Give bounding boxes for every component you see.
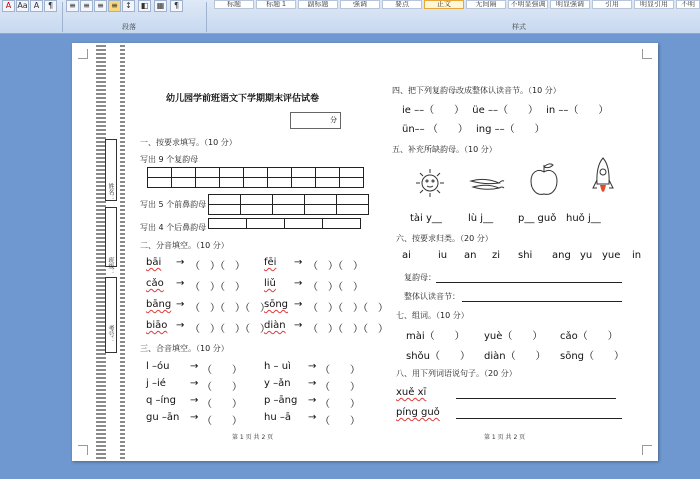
back-nasal-label: 写出 4 个后鼻韵母 [140,223,207,232]
arrow-icon: → [308,412,317,423]
section-6-heading: 六、按要求归类。（20 分） [396,234,493,243]
arrow-icon: → [294,257,303,268]
answer-blank[interactable]: （ ） [320,399,360,410]
arrow-icon: → [308,361,317,372]
arrow-icon: → [190,412,199,423]
exam-no-label: 考号： [107,325,114,343]
rocket-icon [592,156,614,202]
page-title: 幼儿园学前班语文下学期期末评估试卷 [166,94,320,104]
justify-button[interactable]: ≡ [108,0,121,12]
crop-mark [642,445,652,455]
style-intense-quote[interactable]: 明显引用 [634,0,674,9]
combine-parts: j –ié [146,378,166,389]
word-group-item[interactable]: sōng（ ） [560,351,625,362]
show-marks-button[interactable]: ¶ [170,0,183,12]
style-subtle-emphasis[interactable]: 不明显强调 [508,0,548,9]
arrow-icon: → [176,320,185,331]
paragraph-group-label: 段落 [122,24,136,31]
syllable: shi [518,250,533,261]
answer-blanks[interactable]: （ ）（ ）（ ） [190,324,270,335]
sun-icon [415,168,445,198]
word-group-item[interactable]: cǎo（ ） [560,331,618,342]
front-nasal-label: 写出 5 个前鼻韵母 [140,200,207,209]
zhengti-answer-line[interactable] [462,301,622,302]
ribbon [0,0,700,34]
sentence-word-1: xuě xī [396,387,427,398]
front-nasal-grid[interactable] [208,194,369,215]
chili-icon [467,175,505,193]
sentence-line-1[interactable] [456,398,616,399]
format-button[interactable]: ¶ [44,0,57,12]
binding-margin [92,43,126,461]
missing-final-item[interactable]: p__ guǒ [518,213,557,224]
score-box[interactable]: 分 [290,112,341,129]
answer-blank[interactable]: （ ） [320,365,360,376]
syllable: iu [438,250,448,261]
style-more[interactable]: 不明 [676,0,700,9]
style-intense-emphasis[interactable]: 明显强调 [550,0,590,9]
dotted-line [120,45,125,459]
answer-blank[interactable]: （ ） [320,382,360,393]
arrow-icon: → [176,278,185,289]
combine-parts: q –íng [146,395,176,406]
split-syllable: diàn [264,320,286,331]
shading-button[interactable]: ◧ [138,0,151,12]
missing-final-item[interactable]: huǒ j__ [566,213,601,224]
footer-page-left: 第 1 页 共 2 页 [232,434,274,441]
syllable: yue [602,250,621,261]
apple-icon [529,161,559,197]
syllable: in [632,250,642,261]
section-4-row-2[interactable]: ün–– （ ） ing ––（ ） [402,124,545,135]
word-group-item[interactable]: shǒu（ ） [406,351,471,362]
section-2-heading: 二、分音填空。（10 分） [140,241,229,250]
fuyunmu-grid[interactable] [147,167,364,188]
fuyunmu-label: 写出 9 个复韵母 [140,155,199,164]
align-right-button[interactable]: ≡ [94,0,107,12]
align-left-button[interactable]: ≡ [66,0,79,12]
split-syllable: bāng [146,299,172,310]
answer-blank[interactable]: （ ） [202,382,242,393]
style-no-spacing[interactable]: 无间隔 [466,0,506,9]
style-title[interactable]: 标题 [214,0,254,9]
section-7-heading: 七、组词。（10 分） [396,311,469,320]
arrow-icon: → [308,378,317,389]
word-group-item[interactable]: mài（ ） [406,331,465,342]
arrow-icon: → [176,257,185,268]
fuyunmu-answer-label: 复韵母： [404,273,436,282]
zhengti-answer-label: 整体认读音节： [404,292,460,301]
combine-parts: p –āng [264,395,298,406]
answer-blanks[interactable]: （ ）（ ）（ ） [308,324,388,335]
section-4-row-1[interactable]: ie ––（ ） üe ––（ ） in ––（ ） [402,105,609,116]
crop-mark [642,49,652,59]
ribbon-separator [206,2,207,32]
footer-page-right: 第 1 页 共 2 页 [484,434,526,441]
class-label: 班级： [107,257,114,275]
answer-blanks[interactable]: （ ）（ ）（ ） [308,303,388,314]
word-group-item[interactable]: diàn（ ） [484,351,546,362]
answer-blank[interactable]: （ ） [202,365,242,376]
syllable: an [464,250,477,261]
answer-blanks[interactable]: （ ）（ ） [190,261,245,272]
styles-group-label: 样式 [512,24,526,31]
font-style-button[interactable]: Aa [17,1,28,10]
fuyunmu-answer-line[interactable] [436,282,622,283]
name-label: 姓名： [107,183,114,201]
split-syllable: bāi [146,257,162,268]
missing-final-item[interactable]: tài y__ [410,213,442,224]
section-8-heading: 八、用下列词语说句子。（20 分） [396,369,517,378]
split-syllable: biāo [146,320,168,331]
style-heading1[interactable]: 标题 1 [256,0,296,9]
arrow-icon: → [190,395,199,406]
sentence-line-2[interactable] [456,418,622,419]
section-1-heading: 一、按要求填写。（10 分） [140,138,237,147]
borders-button[interactable]: ▦ [154,0,167,12]
split-syllable: fēi [264,257,277,268]
arrow-icon: → [176,299,185,310]
combine-parts: l –óu [146,361,170,372]
arrow-icon: → [294,320,303,331]
style-strong[interactable]: 要点 [382,0,422,9]
word-group-item[interactable]: yuè（ ） [484,331,543,342]
font-color-button[interactable]: A [2,0,15,12]
answer-blanks[interactable]: （ ）（ ） [308,282,363,293]
arrow-icon: → [190,378,199,389]
answer-blanks[interactable]: （ ）（ ） [308,261,363,272]
section-3-heading: 三、合音填空。（10 分） [140,344,229,353]
answer-blank[interactable]: （ ） [202,399,242,410]
style-subtitle[interactable]: 副标题 [298,0,338,9]
style-emphasis[interactable]: 强调 [340,0,380,9]
split-syllable: liǔ [264,278,276,289]
crop-mark [78,445,88,455]
back-nasal-grid[interactable] [208,218,361,229]
answer-blank[interactable]: （ ） [320,416,360,427]
align-center-button[interactable]: ≡ [80,0,93,12]
answer-blank[interactable]: （ ） [202,416,242,427]
ribbon-separator [62,2,63,32]
syllable: zi [492,250,501,261]
combine-parts: hu –ā [264,412,291,423]
arrow-icon: → [308,395,317,406]
arrow-icon: → [294,299,303,310]
char-border-button[interactable]: A [30,0,43,12]
syllable: ang [552,250,571,261]
sentence-word-2: píng guǒ [396,407,440,418]
style-quote[interactable]: 引用 [592,0,632,9]
section-4-heading: 四、把下列复韵母改成整体认读音节。（10 分） [392,86,561,95]
answer-blanks[interactable]: （ ）（ ）（ ） [190,303,270,314]
arrow-icon: → [190,361,199,372]
line-spacing-button[interactable]: ↕ [122,0,135,12]
split-syllable: cǎo [146,278,164,289]
style-normal[interactable]: 正文 [424,0,464,9]
section-5-heading: 五、补充所缺韵母。（10 分） [392,145,497,154]
split-syllable: sōng [264,299,289,310]
syllable: yu [580,250,593,261]
syllable: ai [402,250,411,261]
combine-parts: h – uì [264,361,291,372]
combine-parts: gu –ān [146,412,180,423]
missing-final-item[interactable]: lù j__ [468,213,494,224]
crop-mark [78,49,88,59]
answer-blanks[interactable]: （ ）（ ） [190,282,245,293]
combine-parts: y –ǎn [264,378,291,389]
arrow-icon: → [294,278,303,289]
document-page[interactable] [72,43,658,461]
